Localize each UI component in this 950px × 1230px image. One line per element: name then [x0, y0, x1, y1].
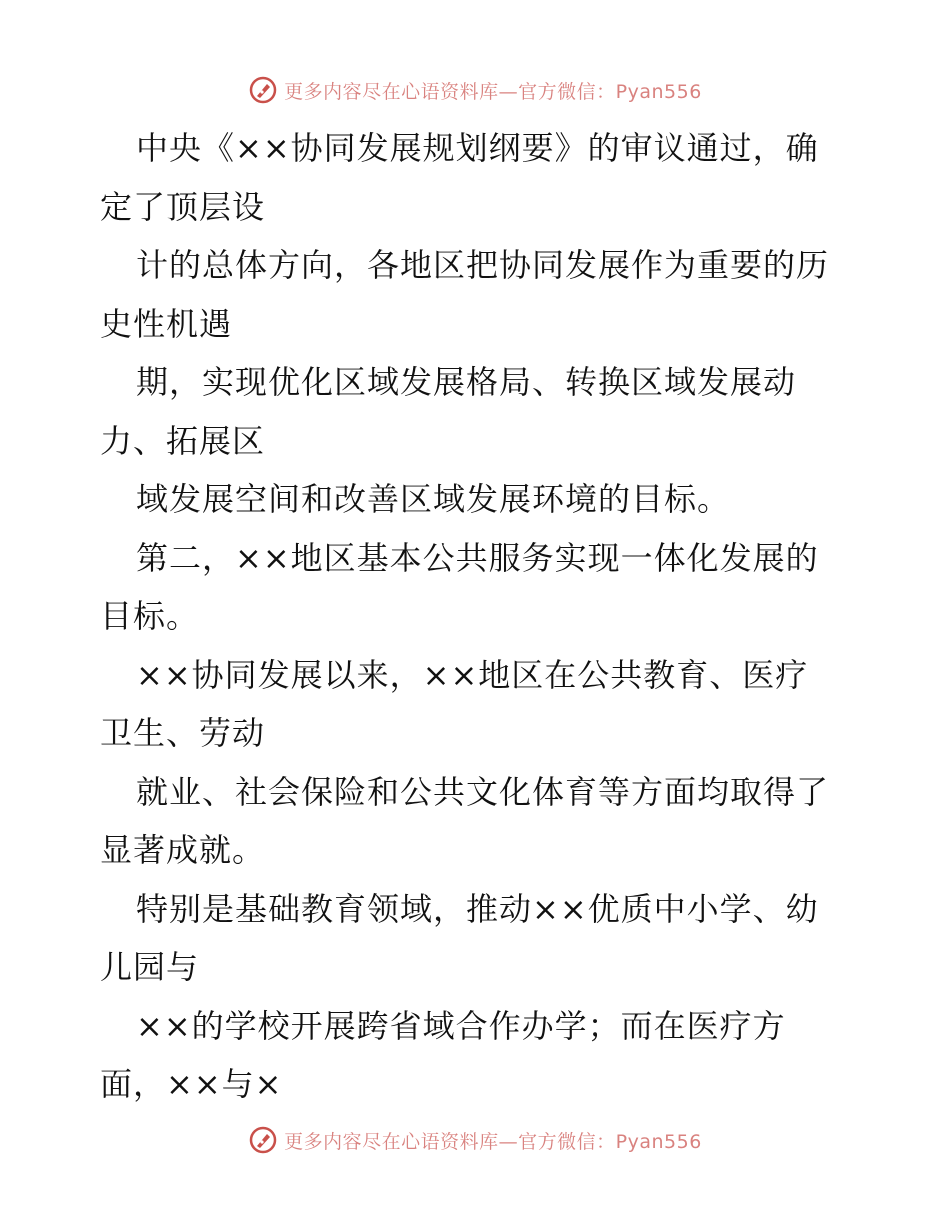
- document-body: [100, 119, 860, 1114]
- text-line: 史性机遇: [100, 304, 233, 343]
- text-line: 第二，××地区基本公共服务实现一体化发展的: [136, 538, 819, 577]
- header-watermark: [0, 70, 950, 110]
- text-line: 计的总体方向，各地区把协同发展作为重要的历: [136, 246, 830, 284]
- text-line: 目标。: [100, 597, 200, 635]
- watermark-text: 更多内容尽在心语资料库—官方微信：Pyan556: [284, 1130, 702, 1153]
- text-line: ××的学校开展跨省域合作办学；而在医疗方: [136, 1006, 786, 1045]
- text-line: 显著成就。: [100, 831, 266, 869]
- text-line: 域发展空间和改善区域发展环境的目标。: [136, 480, 731, 518]
- watermark-text: 更多内容尽在心语资料库—官方微信：Pyan556: [284, 80, 702, 103]
- text-line: 面，××与×: [100, 1065, 283, 1103]
- text-line: 儿园与: [100, 948, 200, 986]
- text-line: 就业、社会保险和公共文化体育等方面均取得了: [136, 772, 830, 811]
- text-line: 力、拓展区: [100, 421, 266, 460]
- text-line: 特别是基础教育领域，推动××优质中小学、幼: [136, 889, 819, 928]
- text-line: 卫生、劳动: [100, 714, 266, 752]
- footer-watermark: [0, 1120, 950, 1160]
- text-line: 期，实现优化区域发展格局、转换区域发展动: [136, 363, 797, 401]
- text-line: 中央《××协同发展规划纲要》的审议通过，确: [136, 129, 819, 167]
- pen-nib-circle-icon: [248, 75, 278, 105]
- text-line: 定了顶层设: [100, 187, 266, 226]
- text-line: ××协同发展以来，××地区在公共教育、医疗: [136, 655, 809, 694]
- pen-nib-circle-icon: [248, 1125, 278, 1155]
